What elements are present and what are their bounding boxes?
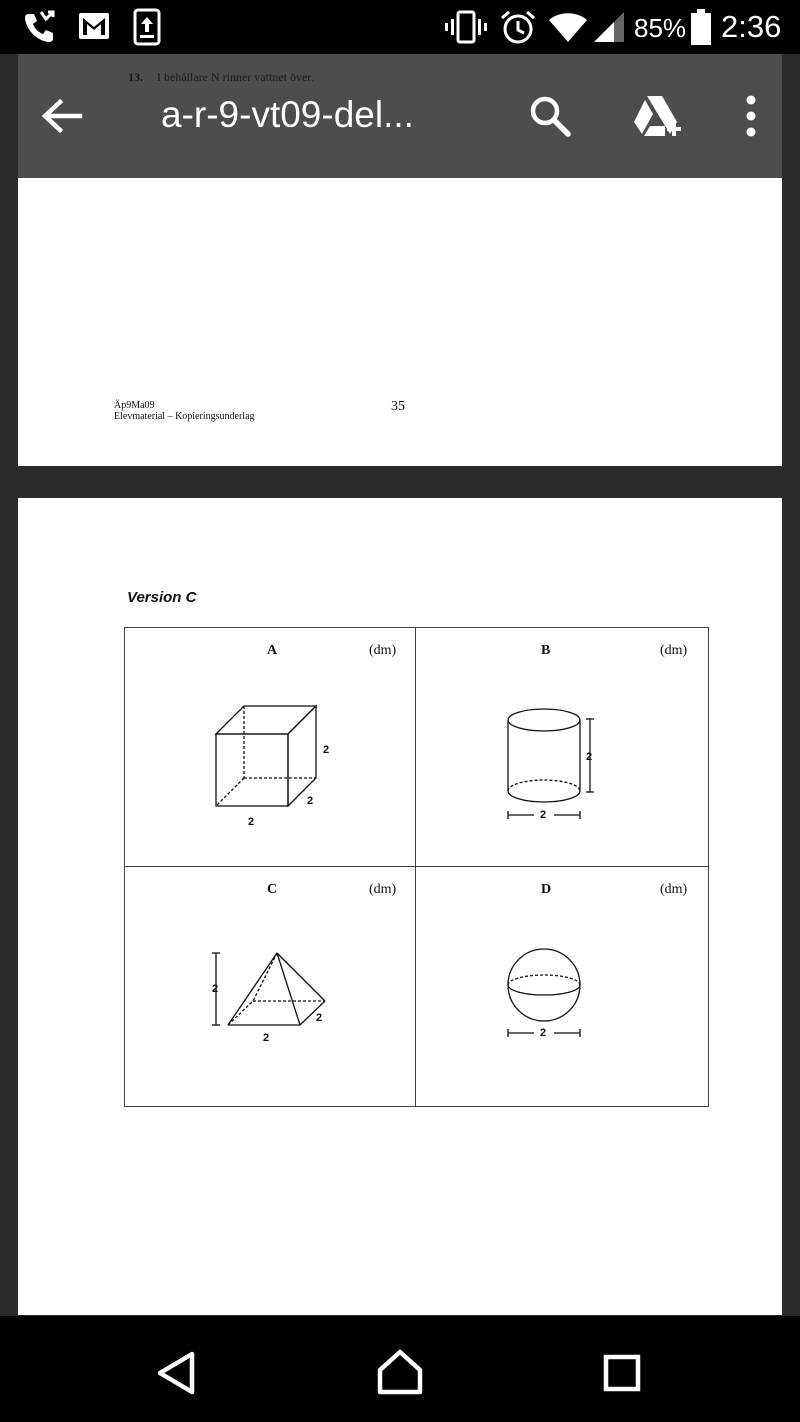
cell-a-height-label: 2 [323,744,330,756]
pdf-page-36[interactable] [18,498,782,1315]
cylinder-drawing [508,709,594,819]
battery-percent: 85% [634,13,687,43]
cell-a-depth-label: 2 [307,795,314,807]
footer-code: Äp9Ma09 [114,400,155,411]
cell-c-depth-label: 2 [316,1012,323,1024]
navigation-bar [0,1316,800,1422]
clock-time: 2:36 [721,9,782,44]
pyramid-drawing [212,953,325,1025]
sphere-drawing [508,949,580,1037]
peek-question-text: I behållare N rinner vattnet över. [157,70,314,84]
cell-b-height-label: 2 [586,751,593,763]
cell-d-unit: (dm) [660,882,688,897]
cell-b-diameter-label: 2 [540,809,547,821]
wifi-icon [548,10,588,44]
cell-c-width-label: 2 [263,1032,270,1044]
missed-call-icon [20,8,58,46]
back-triangle-icon[interactable] [154,1350,200,1396]
peek-question [128,70,314,85]
cell-d-diameter-label: 2 [540,1027,547,1039]
page-number: 35 [391,399,405,414]
more-options-icon[interactable] [743,94,759,138]
alarm-icon [500,9,536,45]
recents-icon[interactable] [603,1354,641,1392]
cube-drawing [216,706,316,806]
cell-d-letter: D [541,882,552,897]
search-icon[interactable] [528,94,572,138]
back-arrow-icon[interactable] [40,98,84,134]
status-bar [0,0,800,54]
cell-b-letter: B [541,643,551,658]
add-to-drive-icon[interactable] [632,94,684,140]
cell-a-width-label: 2 [248,816,255,828]
upload-icon [133,8,161,46]
vibrate-icon [444,10,488,44]
battery-icon [690,8,712,46]
signal-icon [592,10,626,44]
peek-question-number: 13. [128,70,143,84]
cell-c-letter: C [267,882,278,897]
gmail-icon [78,12,110,40]
cell-c-unit: (dm) [369,882,397,897]
home-icon[interactable] [376,1348,424,1396]
cell-a-unit: (dm) [369,643,397,658]
document-title: a-r-9-vt09-del... [161,94,414,135]
footer-subtitle: Elevmaterial – Kopieringsunderlag [114,411,255,422]
shapes-table [18,498,782,1315]
cell-b-unit: (dm) [660,643,688,658]
app-bar [18,54,782,178]
cell-c-height-label: 2 [212,983,219,995]
cell-a-letter: A [267,643,278,658]
version-heading: Version C [127,589,197,606]
